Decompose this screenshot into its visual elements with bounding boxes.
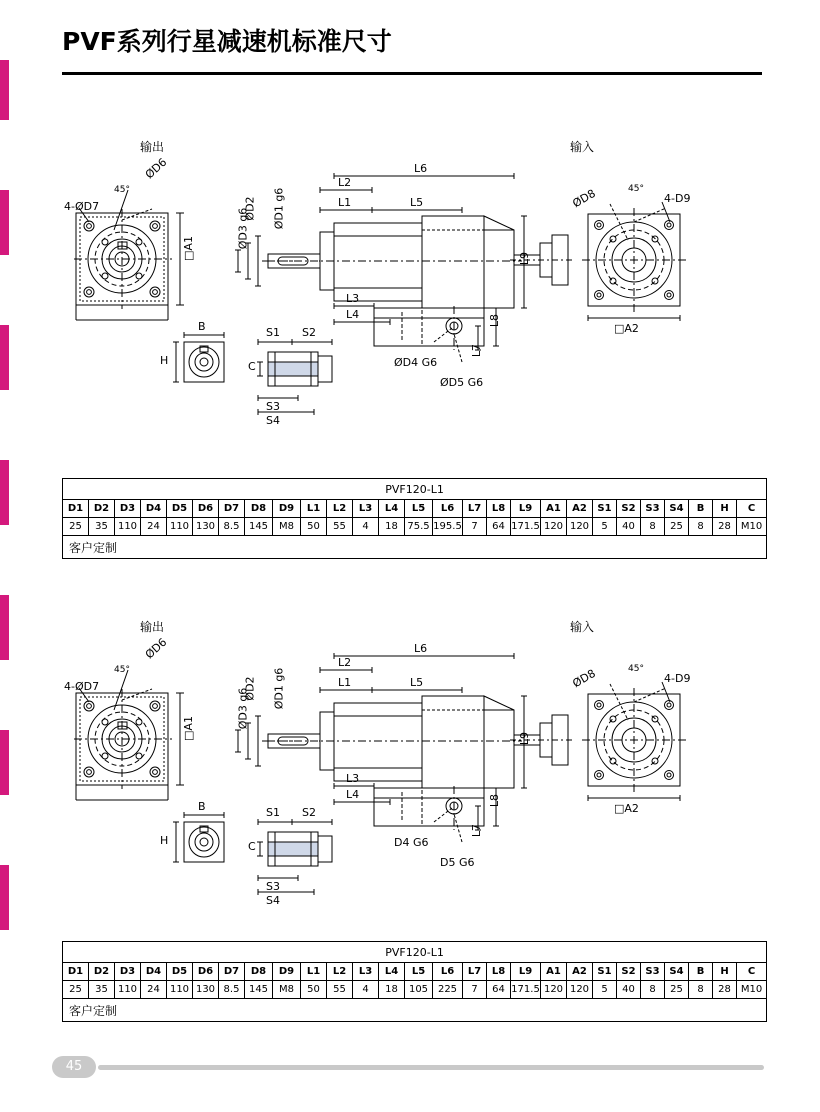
th-d8: D8: [245, 963, 273, 981]
page-footer: [52, 1056, 764, 1086]
th-c: C: [737, 500, 767, 518]
th-s1: S1: [593, 500, 617, 518]
callout-s2-top: S2: [302, 326, 316, 339]
callout-l2-bottom: L2: [338, 656, 352, 669]
th-c: C: [737, 963, 767, 981]
cell-s2: 40: [617, 518, 641, 536]
cell-d3: 110: [115, 981, 141, 999]
th-a1: A1: [541, 963, 567, 981]
callout-l9-bottom: L9: [518, 731, 532, 746]
th-s2: S2: [617, 500, 641, 518]
th-d5: D5: [167, 500, 193, 518]
th-d9: D9: [273, 500, 301, 518]
cell-d2: 35: [89, 518, 115, 536]
table-row: [63, 518, 767, 536]
th-d5: D5: [167, 963, 193, 981]
callout-d3g6-top: ØD3 g6: [236, 207, 250, 250]
page-edge-strip: [0, 0, 9, 1112]
cell-d4: 24: [141, 981, 167, 999]
cell-l4: 18: [379, 981, 405, 999]
callout-4-d7-top: 4-ØD7: [64, 200, 100, 213]
callout-c-bottom: C: [248, 840, 256, 853]
callout-b-bottom: B: [198, 800, 206, 813]
callout-d8-bottom: ØD8: [570, 666, 598, 691]
cell-d1: 25: [63, 518, 89, 536]
th-l6: L6: [433, 963, 463, 981]
callout-b-top: B: [198, 320, 206, 333]
cell-l5: 75.5: [405, 518, 433, 536]
cell-l6: 225: [433, 981, 463, 999]
th-l8: L8: [487, 963, 511, 981]
cell-s3: 8: [641, 981, 665, 999]
cell-d5: 110: [167, 518, 193, 536]
cell-d6: 130: [193, 981, 219, 999]
cell-l3: 4: [353, 981, 379, 999]
th-l8: L8: [487, 500, 511, 518]
callout-d1g6-bottom: ØD1 g6: [272, 667, 286, 710]
callout-l2-top: L2: [338, 176, 352, 189]
th-l5: L5: [405, 500, 433, 518]
callout-d6-top: ØD6: [142, 155, 170, 182]
th-s3: S3: [641, 500, 665, 518]
cell-d7: 8.5: [219, 981, 245, 999]
table-bottom-note-row: [63, 999, 767, 1022]
cell-d2: 35: [89, 981, 115, 999]
table-top-note: 客户定制: [63, 536, 767, 559]
callout-l9-top: L9: [518, 251, 532, 266]
th-d7: D7: [219, 963, 245, 981]
callout-l8-top: L8: [488, 313, 502, 328]
th-d4: D4: [141, 500, 167, 518]
cell-l1: 50: [301, 518, 327, 536]
page-number: 45: [52, 1056, 96, 1078]
callout-l8-bottom: L8: [488, 793, 502, 808]
cell-s1: 5: [593, 518, 617, 536]
output-label-top: 输出: [140, 140, 165, 154]
cell-s4: 25: [665, 981, 689, 999]
callout-l3-bottom: L3: [346, 772, 360, 785]
callout-45deg-right-bottom: 45°: [628, 664, 644, 674]
callout-4-d9-bottom: 4-D9: [664, 672, 691, 685]
footer-rule: [98, 1065, 764, 1070]
cell-l4: 18: [379, 518, 405, 536]
callout-45deg-right-top: 45°: [628, 184, 644, 194]
callout-a2-bottom: □A2: [614, 802, 639, 815]
th-d7: D7: [219, 500, 245, 518]
cell-c: M10: [737, 518, 767, 536]
th-b: B: [689, 500, 713, 518]
th-b: B: [689, 963, 713, 981]
cell-d6: 130: [193, 518, 219, 536]
callout-c-top: C: [248, 360, 256, 373]
th-d4: D4: [141, 963, 167, 981]
callout-l7-top: L7: [470, 343, 484, 358]
th-d6: D6: [193, 500, 219, 518]
th-s4: S4: [665, 500, 689, 518]
input-label-bottom: 输入: [570, 620, 595, 634]
callout-l6-top: L6: [414, 162, 428, 175]
callout-d5g6-top: ØD5 G6: [440, 376, 484, 389]
table-bottom: [62, 941, 767, 1022]
callout-d3g6-bottom: ØD3 g6: [236, 687, 250, 730]
th-d2: D2: [89, 500, 115, 518]
technical-drawing-bottom: [62, 600, 762, 930]
th-d3: D3: [115, 500, 141, 518]
th-l3: L3: [353, 963, 379, 981]
callout-45deg-bottom: 45°: [114, 665, 130, 675]
callout-d4g6-bottom: D4 G6: [394, 836, 429, 849]
callout-d5g6-bottom: D5 G6: [440, 856, 475, 869]
table-top-title-row: [63, 479, 767, 500]
cell-s3: 8: [641, 518, 665, 536]
cell-b: 8: [689, 981, 713, 999]
callout-d6-bottom: ØD6: [142, 635, 170, 662]
callout-l5-top: L5: [410, 196, 424, 209]
cell-d7: 8.5: [219, 518, 245, 536]
cell-a1: 120: [541, 981, 567, 999]
callout-l1-top: L1: [338, 196, 352, 209]
cell-h: 28: [713, 518, 737, 536]
cell-l5: 105: [405, 981, 433, 999]
cell-l1: 50: [301, 981, 327, 999]
callout-l4-top: L4: [346, 308, 360, 321]
th-l6: L6: [433, 500, 463, 518]
figure-bottom: [62, 600, 762, 930]
callout-h-bottom: H: [160, 834, 169, 847]
th-l3: L3: [353, 500, 379, 518]
cell-d1: 25: [63, 981, 89, 999]
callout-s2-bottom: S2: [302, 806, 316, 819]
th-h: H: [713, 963, 737, 981]
cell-s4: 25: [665, 518, 689, 536]
table-bottom-header-row: [63, 963, 767, 981]
cell-d9: M8: [273, 518, 301, 536]
page-header: [62, 22, 762, 58]
cell-d9: M8: [273, 981, 301, 999]
callout-d2-bottom: ØD2: [243, 676, 257, 701]
th-a2: A2: [567, 963, 593, 981]
figure-top: [62, 110, 762, 470]
cell-h: 28: [713, 981, 737, 999]
header-divider: [62, 72, 762, 75]
callout-s1-top: S1: [266, 326, 280, 339]
th-l7: L7: [463, 500, 487, 518]
cell-l8: 64: [487, 518, 511, 536]
table-bottom-note: 客户定制: [63, 999, 767, 1022]
th-d1: D1: [63, 500, 89, 518]
callout-45deg-top: 45°: [114, 185, 130, 195]
th-l2: L2: [327, 963, 353, 981]
callout-s4-bottom: S4: [266, 894, 280, 907]
callout-s1-bottom: S1: [266, 806, 280, 819]
callout-l3-top: L3: [346, 292, 360, 305]
table-top-note-row: [63, 536, 767, 559]
th-s4: S4: [665, 963, 689, 981]
table-top-header-row: [63, 500, 767, 518]
table-bottom-title: PVF120-L1: [63, 942, 767, 963]
table-bottom-title-row: [63, 942, 767, 963]
cell-l7: 7: [463, 518, 487, 536]
th-s3: S3: [641, 963, 665, 981]
callout-l5-bottom: L5: [410, 676, 424, 689]
th-l7: L7: [463, 963, 487, 981]
cell-a2: 120: [567, 518, 593, 536]
callout-s4-top: S4: [266, 414, 280, 427]
table-top-title: PVF120-L1: [63, 479, 767, 500]
cell-l9: 171.5: [511, 518, 541, 536]
th-l1: L1: [301, 500, 327, 518]
cell-l3: 4: [353, 518, 379, 536]
cell-s2: 40: [617, 981, 641, 999]
th-a2: A2: [567, 500, 593, 518]
th-d2: D2: [89, 963, 115, 981]
th-d3: D3: [115, 963, 141, 981]
callout-l1-bottom: L1: [338, 676, 352, 689]
th-s2: S2: [617, 963, 641, 981]
cell-l7: 7: [463, 981, 487, 999]
th-l4: L4: [379, 500, 405, 518]
callout-a1-bottom: □A1: [181, 716, 195, 741]
callout-a1-top: □A1: [181, 236, 195, 261]
callout-d1g6-top: ØD1 g6: [272, 187, 286, 230]
th-l4: L4: [379, 963, 405, 981]
cell-s1: 5: [593, 981, 617, 999]
callout-s3-top: S3: [266, 400, 280, 413]
th-d1: D1: [63, 963, 89, 981]
callout-d2-top: ØD2: [243, 196, 257, 221]
output-label-bottom: 输出: [140, 620, 165, 634]
page-title: PVF系列行星减速机标准尺寸: [62, 27, 392, 56]
cell-d3: 110: [115, 518, 141, 536]
th-h: H: [713, 500, 737, 518]
cell-l9: 171.5: [511, 981, 541, 999]
callout-l4-bottom: L4: [346, 788, 360, 801]
table-bottom-wrapper: [62, 941, 762, 1022]
callout-4-d7-bottom: 4-ØD7: [64, 680, 100, 693]
th-l9: L9: [511, 963, 541, 981]
cell-d8: 145: [245, 981, 273, 999]
cell-a1: 120: [541, 518, 567, 536]
cell-l2: 55: [327, 518, 353, 536]
cell-c: M10: [737, 981, 767, 999]
th-l9: L9: [511, 500, 541, 518]
cell-l2: 55: [327, 981, 353, 999]
cell-d4: 24: [141, 518, 167, 536]
cell-d8: 145: [245, 518, 273, 536]
table-top: [62, 478, 767, 559]
callout-4-d9-top: 4-D9: [664, 192, 691, 205]
cell-l8: 64: [487, 981, 511, 999]
th-d9: D9: [273, 963, 301, 981]
callout-l6-bottom: L6: [414, 642, 428, 655]
callout-d4g6-top: ØD4 G6: [394, 356, 438, 369]
callout-h-top: H: [160, 354, 169, 367]
th-s1: S1: [593, 963, 617, 981]
th-a1: A1: [541, 500, 567, 518]
th-l5: L5: [405, 963, 433, 981]
callout-d8-top: ØD8: [570, 186, 598, 211]
cell-a2: 120: [567, 981, 593, 999]
th-l1: L1: [301, 963, 327, 981]
callout-l7-bottom: L7: [470, 823, 484, 838]
cell-d5: 110: [167, 981, 193, 999]
cell-l6: 195.5: [433, 518, 463, 536]
input-label-top: 输入: [570, 140, 595, 154]
th-d8: D8: [245, 500, 273, 518]
table-row: [63, 981, 767, 999]
cell-b: 8: [689, 518, 713, 536]
callout-a2-top: □A2: [614, 322, 639, 335]
th-l2: L2: [327, 500, 353, 518]
th-d6: D6: [193, 963, 219, 981]
callout-s3-bottom: S3: [266, 880, 280, 893]
table-top-wrapper: [62, 478, 762, 559]
